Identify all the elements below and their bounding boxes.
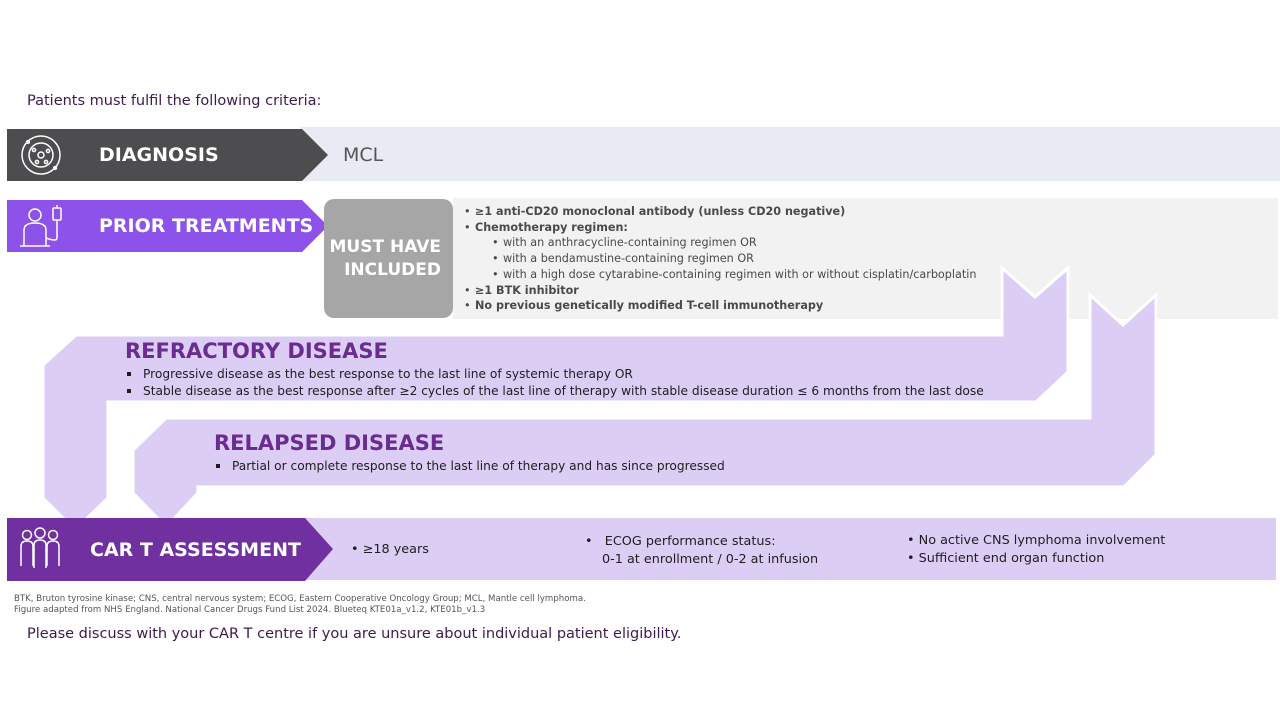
list-item: Partial or complete response to the last line of therapy and has since progressed xyxy=(215,458,725,475)
relapsed-list xyxy=(215,458,725,475)
footnote-abbreviations: BTK, Bruton tyrosine kinase; CNS, central nervous system; ECOG, Eastern Cooperative Oncology Group; MCL, Mantle cell lymphoma. xyxy=(14,594,586,604)
relapsed-title: RELAPSED DISEASE xyxy=(214,431,445,455)
diagnosis-label: DIAGNOSIS xyxy=(99,144,219,166)
must-have-box xyxy=(324,199,453,318)
age-criterion: • ≥18 years xyxy=(351,542,429,557)
ecog-line1: ECOG performance status: xyxy=(604,534,776,549)
intro-text: Patients must fulfil the following criteria: xyxy=(27,93,322,109)
car-t-label: CAR T ASSESSMENT xyxy=(90,539,301,561)
must-have-line1: MUST HAVE xyxy=(329,237,441,257)
diagnosis-value: MCL xyxy=(343,144,384,166)
ecog-line2: 0-1 at enrollment / 0-2 at infusion xyxy=(602,551,819,567)
list-item: • ≥1 BTK inhibitor xyxy=(464,283,976,299)
list-item: • Chemotherapy regimen: xyxy=(464,220,976,236)
list-item: • No previous genetically modified T-cell immunotherapy xyxy=(464,298,976,314)
ecog-criterion: • ECOG performance status: 0-1 at enrollment / 0-2 at infusion xyxy=(585,534,819,567)
footnote-source: Figure adapted from NHS England. National Cancer Drugs Fund List 2024. Blueteq KTE01a_v1.2, KTE01b_v1.3 xyxy=(14,605,486,615)
other-criteria: • No active CNS lymphoma involvement • Sufficient end organ function xyxy=(907,533,1166,566)
prior-treatments-label: PRIOR TREATMENTS xyxy=(99,215,314,237)
closing-text: Please discuss with your CAR T centre if you are unsure about individual patient eligibility. xyxy=(27,626,682,642)
cns-text: No active CNS lymphoma involvement xyxy=(918,533,1166,548)
age-text: ≥18 years xyxy=(362,542,429,557)
must-have-line2: INCLUDED xyxy=(344,260,441,280)
prior-treatments-list xyxy=(464,204,976,314)
list-item: • with an anthracycline-containing regimen OR xyxy=(464,235,976,251)
footnotes xyxy=(14,594,586,616)
refractory-list xyxy=(126,366,984,400)
list-item: Stable disease as the best response after ≥2 cycles of the last line of therapy with stable disease duration ≤ 6 months from the last dose xyxy=(126,383,984,400)
diagnosis-band xyxy=(300,127,1280,181)
list-item: • ≥1 anti-CD20 monoclonal antibody (unless CD20 negative) xyxy=(464,204,976,220)
list-item: Progressive disease as the best response to the last line of systemic therapy OR xyxy=(126,366,984,383)
refractory-title: REFRACTORY DISEASE xyxy=(125,339,388,363)
list-item: • with a high dose cytarabine-containing regimen with or without cisplatin/carboplatin xyxy=(464,267,976,283)
list-item: • with a bendamustine-containing regimen OR xyxy=(464,251,976,267)
organ-text: Sufficient end organ function xyxy=(918,550,1105,566)
